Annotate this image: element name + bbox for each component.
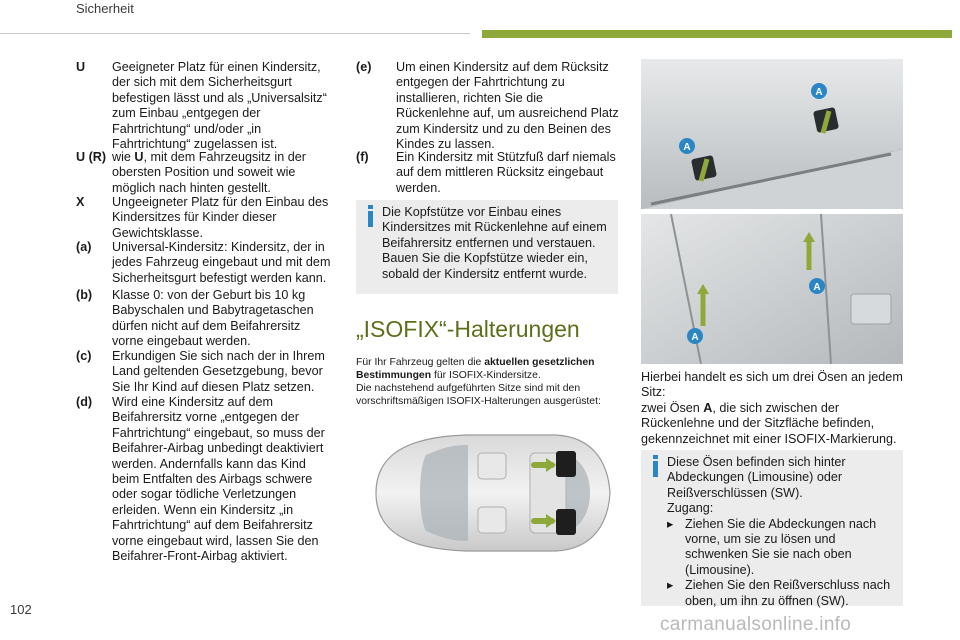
cover-note-body: Diese Ösen befinden sich hinter Abdeckungen (Limousine) oder Reißverschlüssen (SW). (667, 455, 846, 500)
info-icon (365, 205, 377, 227)
definition-term: X (76, 195, 85, 209)
list-item (667, 578, 895, 609)
headrest-note-text: Die Kopfstütze vor Einbau eines Kindersitzes mit Rückenlehne auf einem Beifahrersitz entfernen und verstauen. Bauen Sie die Kopfstütze wieder ein, sobald der Kindersitz entfernt wurde. (382, 205, 607, 281)
list-item (667, 517, 895, 579)
isofix-anchor-photo-lower (641, 214, 903, 364)
cover-note (641, 450, 903, 606)
definition-text: Universal-Kindersitz: Kindersitz, der in jedes Fahrzeug eingebaut und mit dem Sicherheitsgurt befestigt werden kann. (112, 240, 331, 285)
intro-text-bold: aktuellen gesetzlichen Bestimmungen (356, 357, 595, 381)
intro-text-line2: Die nachstehend aufgeführten Sitze sind mit den vorschriftsmäßigen ISOFIX-Halterungen ausgerüstet: (356, 383, 601, 407)
definition-text-post: , mit dem Fahrzeugsitz in der obersten Position und soweit wie möglich nach hinten gestellt. (112, 150, 306, 195)
definition-text: Erkundigen Sie sich nach der in Ihrem Land geltenden Gesetzgebung, bevor Sie Ihr Kind auf diesen Platz setzen. (112, 349, 325, 394)
definition-text: Wird eine Kindersitz auf dem Beifahrersitz vorne „entgegen der Fahrtrichtung“ eingebaut, so muss der Beifahrer-Airbag unbedingt deaktiviert werden. Andernfalls kann das Kind beim Entfalten des Airbags schwere oder sogar tödliche Verletzungen erleiden. Wenn ein Kindersitz „in Fahrtrichtung“ auf dem Beifahrersitz vorne eingebaut wird, lassen Sie den Beifahrer-Front-Airbag aktiviert. (112, 395, 325, 564)
definition-term: U (76, 60, 86, 74)
intro-text-post: für ISOFIX-Kindersitze. (431, 370, 541, 381)
definition-text-pre: wie (112, 150, 135, 164)
access-label: Zugang: (667, 501, 714, 516)
definition-term: (e) (356, 60, 372, 74)
isofix-anchor-photo-upper (641, 59, 903, 209)
definition-text: Geeigneter Platz für einen Kindersitz, der sich mit dem Sicherheitsgurt befestigen lässt und als „Universalsitz“ zum Einbau „entgegen der Fahrtrichtung“ und/oder „in Fahrtrichtung“ zugelassen ist. (112, 60, 327, 152)
cover-note-text (667, 455, 895, 609)
anchor-label: A (813, 282, 821, 293)
definition-term: U (R) (76, 150, 107, 164)
definition-text: Ein Kindersitz mit Stützfuß darf niemals auf dem mittleren Rücksitz eingebaut werden. (396, 150, 616, 195)
header-rule (0, 33, 470, 34)
arrow-bullet-icon: ▸ (667, 516, 674, 531)
anchor-label: A (691, 332, 699, 343)
headrest-note (356, 200, 618, 294)
definition-term: (a) (76, 240, 92, 254)
anchor-description (641, 370, 909, 447)
definition-term: (b) (76, 288, 93, 302)
line2-post: , die sich zwischen der Rückenlehne und der Sitzfläche befinden, gekennzeichnet mit einer ISOFIX-Markierung. (641, 400, 897, 446)
definition-text-bold: U (134, 150, 144, 164)
info-icon (650, 455, 662, 477)
list-item-text: Ziehen Sie die Abdeckungen nach vorne, um sie zu lösen und schwenken Sie sie nach oben (Limousine). (685, 516, 877, 577)
anchor-label: A (683, 142, 691, 153)
isofix-heading: „ISOFIX“-Halterungen (356, 316, 580, 342)
header-accent-bar (482, 30, 952, 38)
anchor-description-line2 (641, 401, 909, 447)
definition-term: (c) (76, 349, 92, 363)
section-title: Sicherheit (76, 1, 134, 16)
car-top-view-illustration (356, 425, 618, 561)
definition-text: Ungeeigneter Platz für den Einbau des Kindersitzes für Kinder dieser Gewichtsklasse. (112, 195, 329, 240)
anchor-description-line1: Hierbei handelt es sich um drei Ösen an jedem Sitz: (641, 370, 903, 400)
definition-term: (d) (76, 395, 93, 409)
definition-text: Klasse 0: von der Geburt bis 10 kg Babyschalen und Babytragetaschen dürfen nicht auf dem Beifahrersitz vorne eingebaut werden. (112, 288, 314, 349)
intro-text-pre: Für Ihr Fahrzeug gelten die (356, 357, 485, 368)
list-item-text: Ziehen Sie den Reißverschluss nach oben, um ihn zu öffnen (SW). (685, 578, 891, 608)
isofix-intro (356, 356, 626, 408)
line2-pre: zwei Ösen (641, 400, 704, 415)
definition-text (112, 150, 334, 196)
watermark: carmanualsonline.info (660, 614, 852, 635)
definition-term: (f) (356, 150, 369, 164)
anchor-label: A (815, 87, 823, 98)
definition-text: Um einen Kindersitz auf dem Rücksitz entgegen der Fahrtrichtung zu installieren, richten Sie die Rückenlehne auf, um ausreichend Platz zum Kindersitz und zu den Beinen des Kindes zu lassen. (396, 60, 619, 152)
page-number: 102 (10, 602, 32, 617)
arrow-bullet-icon: ▸ (667, 578, 674, 593)
line2-bold: A (703, 400, 713, 415)
